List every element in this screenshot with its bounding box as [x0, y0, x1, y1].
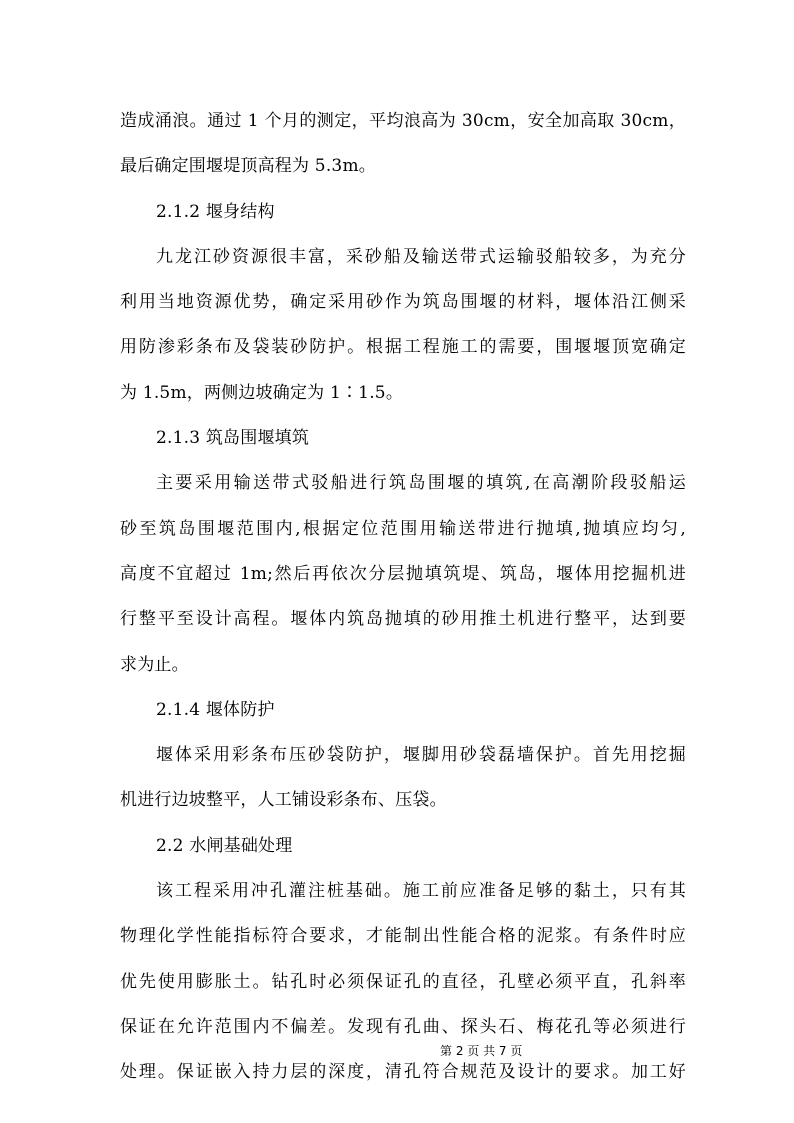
- paragraph-line: 主要采用输送带式驳船进行筑岛围堰的填筑,在高潮阶段驳船运: [156, 473, 686, 494]
- paragraph-line: 用防渗彩条布及袋装砂防护。根据工程施工的需要，围堰堰顶宽确定: [120, 337, 686, 358]
- paragraph-line: 处理。保证嵌入持力层的深度，清孔符合规范及设计的要求。加工好: [120, 1062, 686, 1083]
- paragraph-line: 物理化学性能指标符合要求，才能制出性能合格的泥浆。有条件时应: [120, 926, 686, 947]
- paragraph-line: 求为止。: [120, 654, 189, 675]
- paragraph-line: 优先使用膨胀土。钻孔时必须保证孔的直径，孔壁必须平直，孔斜率: [120, 971, 686, 992]
- section-heading: 2.2 水闸基础处理: [156, 835, 293, 856]
- paragraph-line: 造成涌浪。通过 1 个月的测定，平均浪高为 30cm，安全加高取 30cm，: [120, 111, 686, 131]
- paragraph-line: 堰体采用彩条布压砂袋防护，堰脚用砂袋磊墙保护。首先用挖掘: [156, 745, 686, 766]
- paragraph-line: 保证在允许范围内不偏差。发现有孔曲、探头石、梅花孔等必须进行: [120, 1016, 686, 1037]
- paragraph-line: 九龙江砂资源很丰富，采砂船及输送带式运输驳船较多，为充分: [156, 246, 686, 267]
- paragraph-line: 砂至筑岛围堰范围内,根据定位范围用输送带进行抛填,抛填应均匀,: [120, 518, 686, 539]
- paragraph-line: 机进行边坡整平，人工铺设彩条布、压袋。: [120, 790, 447, 811]
- paragraph-line: 为 1.5m，两侧边坡确定为 1∶1.5。: [120, 382, 404, 403]
- page-number-footer: 第 2 页 共 7 页: [440, 1044, 523, 1058]
- paragraph-line: 该工程采用冲孔灌注桩基础。施工前应准备足够的黏土，只有其: [156, 881, 686, 902]
- document-body: [120, 99, 686, 1096]
- section-heading: 2.1.3 筑岛围堰填筑: [156, 428, 310, 449]
- paragraph-line: 高度不宜超过 1m;然后再依次分层抛填筑堤、筑岛，堰体用挖掘机进: [120, 563, 686, 584]
- paragraph-line: 最后确定围堰堤顶高程为 5.3m。: [120, 156, 376, 177]
- section-heading: 2.1.2 堰身结构: [156, 201, 275, 222]
- paragraph-line: 利用当地资源优势，确定采用砂作为筑岛围堰的材料，堰体沿江侧采: [120, 292, 686, 313]
- section-heading: 2.1.4 堰体防护: [156, 699, 275, 720]
- paragraph-line: 行整平至设计高程。堰体内筑岛抛填的砂用推土机进行整平，达到要: [120, 609, 686, 630]
